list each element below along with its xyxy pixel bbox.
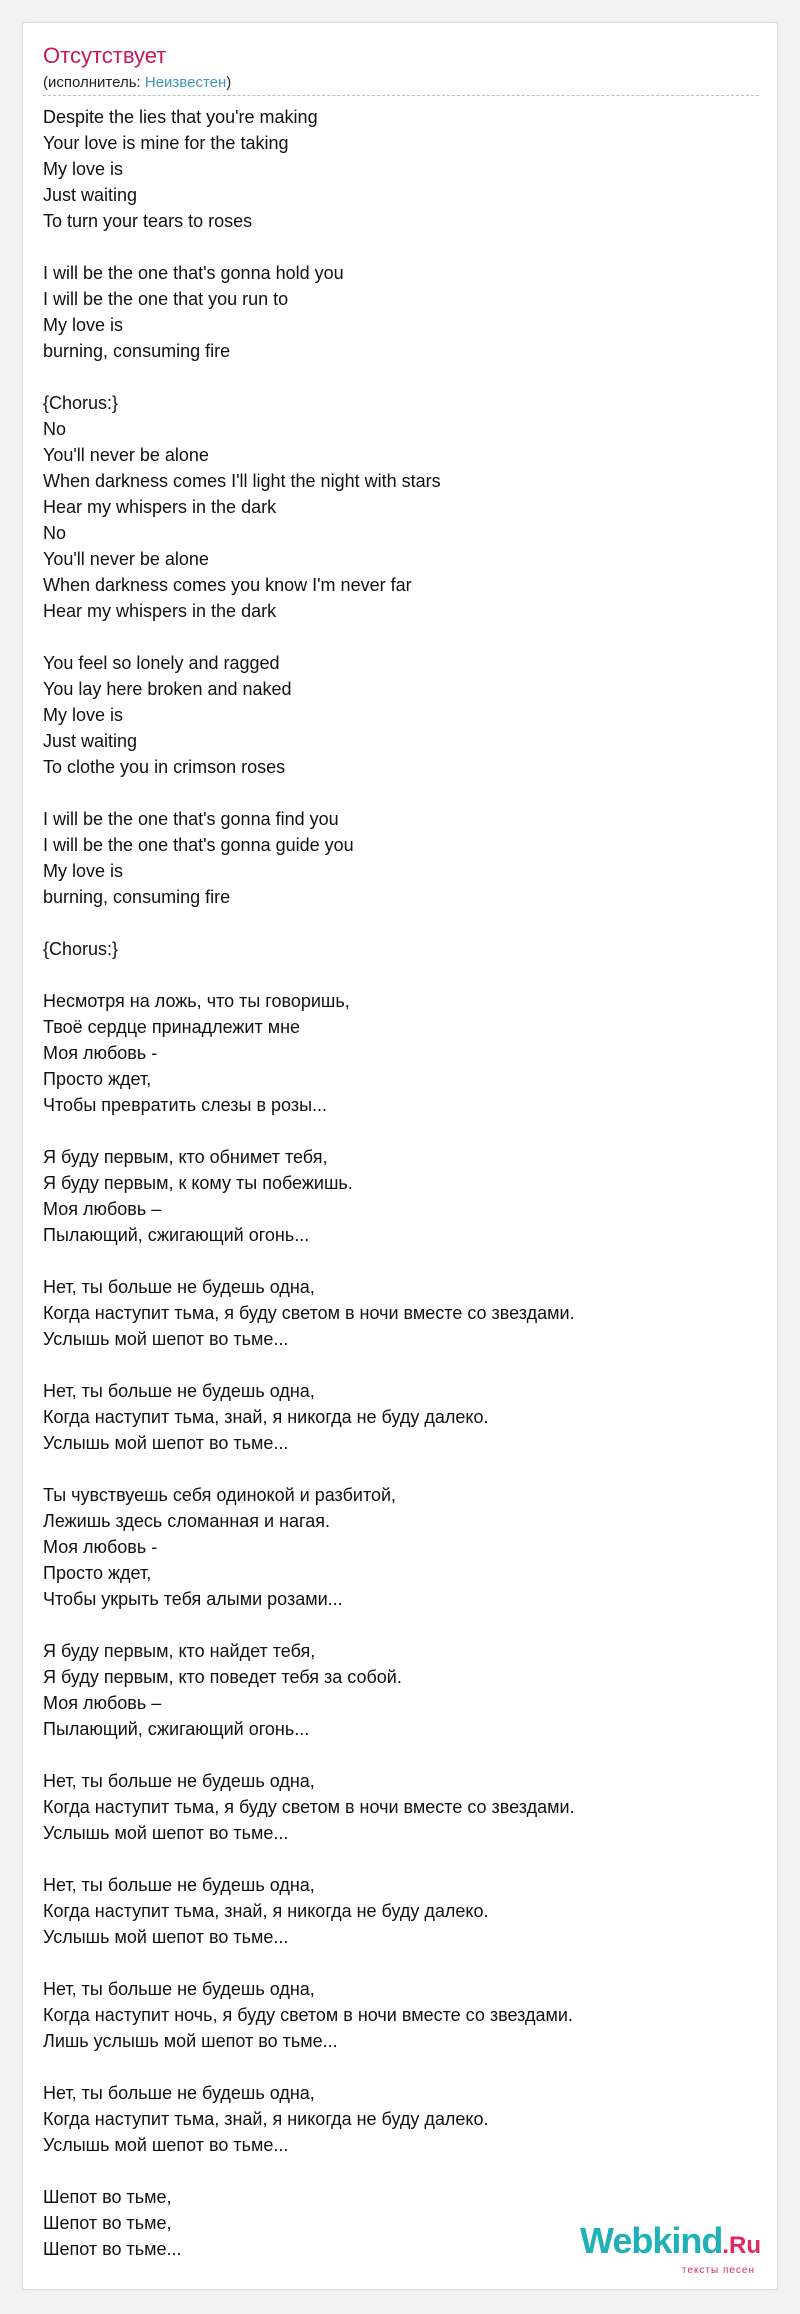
lyric-line: Услышь мой шепот во тьме...: [43, 2135, 289, 2155]
lyric-line: My love is: [43, 861, 124, 881]
lyric-line: Твоё сердце принадлежит мне: [43, 1017, 301, 1037]
lyric-blank-line: [43, 1846, 759, 1872]
lyric-line: You lay here broken and naked: [43, 679, 292, 699]
lyric-line: Когда наступит ночь, я буду светом в ночи вместе со звездами.: [43, 2005, 573, 2025]
webkind-logo[interactable]: [580, 2222, 761, 2277]
lyric-line: Hear my whispers in the dark: [43, 601, 277, 621]
lyric-line: My love is: [43, 159, 124, 179]
lyric-blank-line: [43, 1742, 759, 1768]
lyric-line: You'll never be alone: [43, 549, 209, 569]
lyric-blank-line: [43, 780, 759, 806]
lyric-line: Я буду первым, кто найдет тебя,: [43, 1641, 316, 1661]
artist-suffix: ): [226, 74, 232, 91]
lyric-blank-line: [43, 1118, 759, 1144]
lyric-line: Just waiting: [43, 731, 138, 751]
lyric-line: Моя любовь –: [43, 1199, 162, 1219]
lyric-line: Услышь мой шепот во тьме...: [43, 1823, 289, 1843]
lyric-line: Когда наступит тьма, знай, я никогда не буду далеко.: [43, 1901, 489, 1921]
lyric-line: Шепот во тьме...: [43, 2239, 182, 2259]
lyric-line: Лишь услышь мой шепот во тьме...: [43, 2031, 338, 2051]
lyric-line: I will be the one that's gonna guide you: [43, 835, 354, 855]
lyric-line: No: [43, 523, 67, 543]
lyric-blank-line: [43, 364, 759, 390]
logo-tld: .Ru: [722, 2232, 761, 2259]
lyric-line: Hear my whispers in the dark: [43, 497, 277, 517]
logo-name: Webkind: [579, 2220, 723, 2261]
lyrics-card: [22, 22, 778, 2290]
lyric-line: Нет, ты больше не будешь одна,: [43, 1381, 315, 1401]
lyric-blank-line: [43, 1248, 759, 1274]
lyric-line: Нет, ты больше не будешь одна,: [43, 1277, 315, 1297]
lyric-line: Я буду первым, к кому ты побежишь.: [43, 1173, 353, 1193]
lyric-line: Ты чувствуешь себя одинокой и разбитой,: [43, 1485, 397, 1505]
lyric-line: Моя любовь –: [43, 1693, 162, 1713]
lyric-line: Услышь мой шепот во тьме...: [43, 1927, 289, 1947]
lyric-line: I will be the one that's gonna hold you: [43, 263, 344, 283]
lyric-blank-line: [43, 1612, 759, 1638]
lyric-line: You feel so lonely and ragged: [43, 653, 280, 673]
lyric-line: Just waiting: [43, 185, 138, 205]
logo-tagline: тексты песен: [681, 2265, 755, 2276]
lyric-line: Нет, ты больше не будешь одна,: [43, 1979, 315, 1999]
lyric-blank-line: [43, 234, 759, 260]
lyric-line: Чтобы превратить слезы в розы...: [43, 1095, 328, 1115]
lyric-line: To clothe you in crimson roses: [43, 757, 286, 777]
lyric-line: Пылающий, сжигающий огонь...: [43, 1225, 310, 1245]
lyric-line: Моя любовь -: [43, 1537, 158, 1557]
lyric-blank-line: [43, 624, 759, 650]
artist-link[interactable]: Неизвестен: [144, 74, 227, 91]
lyric-line: Шепот во тьме,: [43, 2187, 172, 2207]
lyric-blank-line: [43, 1950, 759, 1976]
lyric-line: Нет, ты больше не будешь одна,: [43, 1771, 315, 1791]
lyric-line: burning, consuming fire: [43, 341, 231, 361]
lyric-line: Your love is mine for the taking: [43, 133, 289, 153]
lyric-line: Когда наступит тьма, знай, я никогда не буду далеко.: [43, 2109, 489, 2129]
lyric-line: I will be the one that you run to: [43, 289, 289, 309]
lyric-blank-line: [43, 1352, 759, 1378]
lyric-line: I will be the one that's gonna find you: [43, 809, 339, 829]
lyric-line: Нет, ты больше не будешь одна,: [43, 1875, 315, 1895]
lyric-line: Когда наступит тьма, знай, я никогда не буду далеко.: [43, 1407, 489, 1427]
lyric-line: Моя любовь -: [43, 1043, 158, 1063]
lyric-line: When darkness comes you know I'm never far: [43, 575, 412, 595]
lyric-line: When darkness comes I'll light the night with stars: [43, 471, 441, 491]
lyric-line: Я буду первым, кто поведет тебя за собой.: [43, 1667, 402, 1687]
lyric-line: Просто ждет,: [43, 1563, 152, 1583]
lyric-line: Просто ждет,: [43, 1069, 152, 1089]
lyric-line: My love is: [43, 705, 124, 725]
lyric-line: {Chorus:}: [43, 393, 119, 413]
lyric-line: Despite the lies that you're making: [43, 107, 318, 127]
lyric-blank-line: [43, 1456, 759, 1482]
lyric-line: Лежишь здесь сломанная и нагая.: [43, 1511, 330, 1531]
lyric-line: My love is: [43, 315, 124, 335]
lyric-line: Шепот во тьме,: [43, 2213, 172, 2233]
lyric-line: Нет, ты больше не будешь одна,: [43, 2083, 315, 2103]
lyric-blank-line: [43, 910, 759, 936]
lyric-line: To turn your tears to roses: [43, 211, 253, 231]
lyric-line: Услышь мой шепот во тьме...: [43, 1433, 289, 1453]
lyric-line: Я буду первым, кто обнимет тебя,: [43, 1147, 328, 1167]
lyric-blank-line: [43, 2158, 759, 2184]
artist-line: [43, 73, 231, 93]
dashed-divider: [43, 95, 759, 96]
lyric-line: Несмотря на ложь, что ты говоришь,: [43, 991, 350, 1011]
lyric-line: No: [43, 419, 67, 439]
lyric-blank-line: [43, 962, 759, 988]
lyrics-text: [43, 104, 759, 2262]
lyric-line: {Chorus:}: [43, 939, 119, 959]
logo-wordmark: [580, 2222, 761, 2265]
lyric-line: burning, consuming fire: [43, 887, 231, 907]
lyric-line: You'll never be alone: [43, 445, 209, 465]
song-title: Отсутствует: [43, 43, 167, 68]
lyric-blank-line: [43, 2054, 759, 2080]
lyric-line: Чтобы укрыть тебя алыми розами...: [43, 1589, 343, 1609]
artist-prefix: (исполнитель:: [43, 74, 145, 91]
lyric-line: Когда наступит тьма, я буду светом в ночи вместе со звездами.: [43, 1303, 575, 1323]
lyric-line: Услышь мой шепот во тьме...: [43, 1329, 289, 1349]
lyric-line: Когда наступит тьма, я буду светом в ночи вместе со звездами.: [43, 1797, 575, 1817]
lyric-line: Пылающий, сжигающий огонь...: [43, 1719, 310, 1739]
